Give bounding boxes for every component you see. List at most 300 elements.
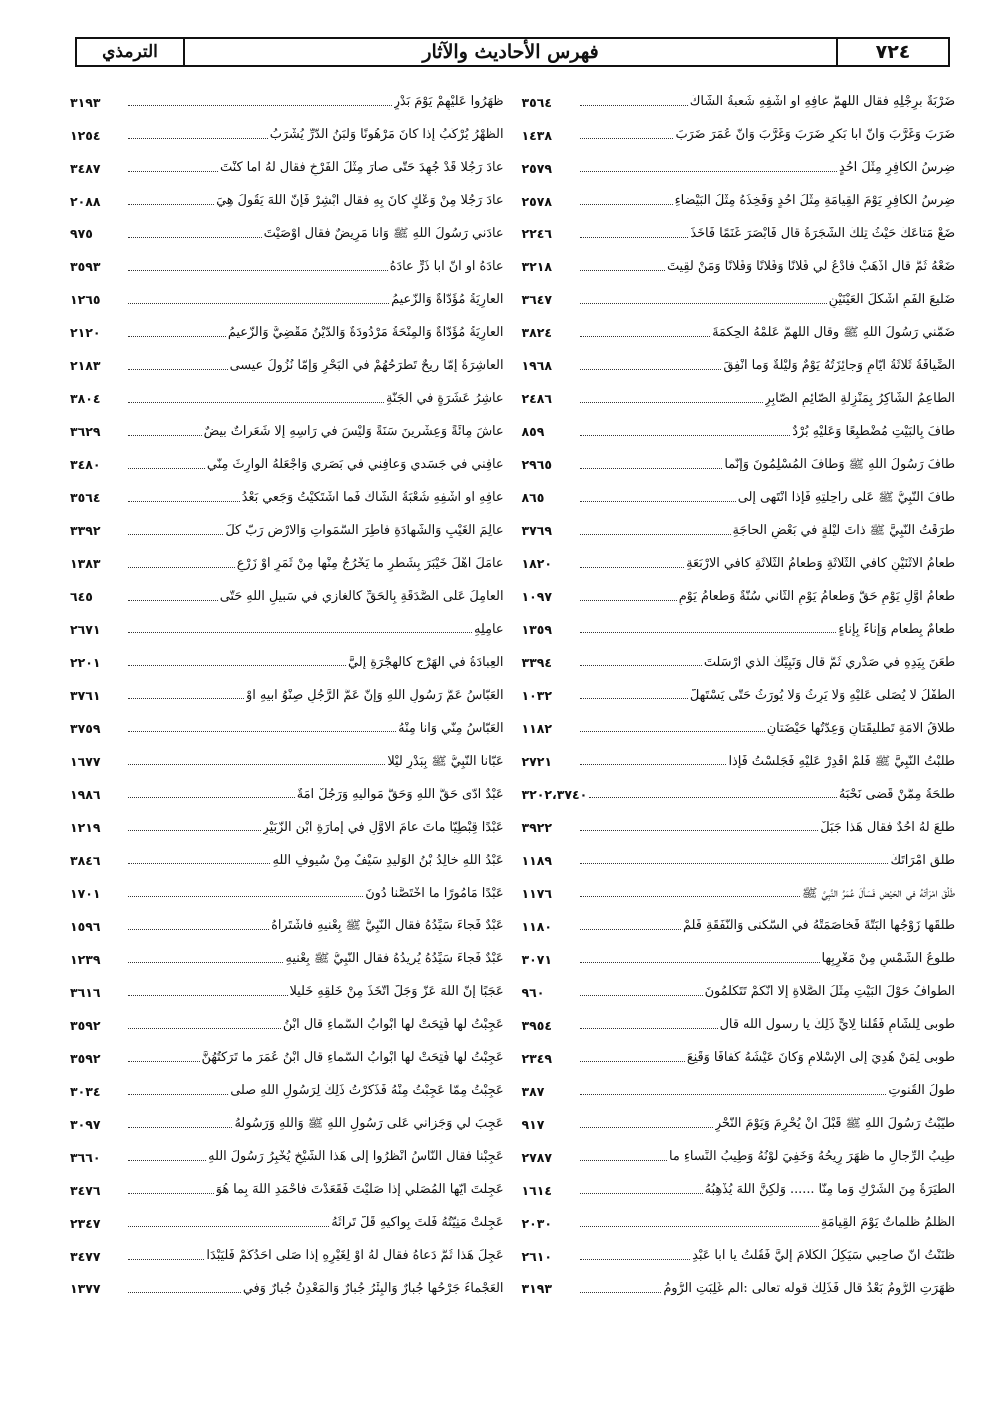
hadith-text: ظَهَرُوا عَلَيْهِمْ يَوْمَ بَدْرٍ xyxy=(393,95,504,110)
dot-leader xyxy=(580,369,722,370)
hadith-text: العامِلُ عَلى الصَّدَقَةِ بِالحَقِّ كالغازي في سَبيلِ اللهِ حَتّى xyxy=(219,589,504,604)
dot-leader xyxy=(128,896,363,897)
dot-leader xyxy=(128,1292,241,1293)
hadith-number: ٢١٢٠ xyxy=(70,325,101,341)
hadith-text: الظَّهْرُ يُرْكَبُ إذا كانَ مَرْهُونًا وَلَبَنُ الدَّرِّ يُشْرَبُ xyxy=(269,128,504,143)
hadith-text: العَبّاسُ مِنّي وَأنا مِنْهُ xyxy=(398,721,504,736)
hadith-number: ١٢٥٤ xyxy=(70,127,101,143)
hadith-text: عاشِرُ عَشَرَةٍ في الجَنَّةِ xyxy=(385,391,504,406)
hadith-index-entry xyxy=(522,510,956,543)
dot-leader xyxy=(580,1028,718,1029)
hadith-text: عَجِبْتُ مِمّا عَجِبْتُ مِنْهُ فَذَكَرْتُ ذَلِكَ لِرَسُولِ اللهِ صلى xyxy=(230,1084,504,1099)
hadith-number: ٩٦٠ xyxy=(521,984,545,1000)
hadith-number: ١٢٣٩ xyxy=(70,951,101,967)
dot-leader xyxy=(580,468,723,469)
hadith-index-entry xyxy=(522,1268,956,1301)
hadith-index-entry xyxy=(70,81,504,114)
dot-leader xyxy=(128,1127,232,1128)
hadith-index-entry xyxy=(70,971,504,1004)
hadith-text: عَبَّأنا النَّبِيُّ ﷺ بِبَدْرٍ لَيْلًا xyxy=(387,754,504,769)
hadith-index-entry xyxy=(70,180,504,213)
dot-leader xyxy=(128,665,346,666)
dot-leader xyxy=(128,995,288,996)
hadith-number: ٣٠٩٧ xyxy=(70,1116,101,1132)
hadith-number: ٢٤٨٦ xyxy=(521,391,553,407)
hadith-number: ٣١٩٣ xyxy=(70,94,101,110)
hadith-number: ٣٣٩٢ xyxy=(70,523,101,539)
hadith-number: ١٤٣٨ xyxy=(521,127,553,143)
hadith-index-entry xyxy=(70,114,504,147)
dot-leader xyxy=(128,336,226,337)
hadith-text: طَيَّبْتُ رَسُولَ اللهِ ﷺ قَبْلَ أنْ يُحْرِمَ وَيَوْمَ النَّحْرِ xyxy=(714,1117,955,1132)
dot-leader xyxy=(128,171,218,172)
hadith-number: ٣٦١٦ xyxy=(70,984,101,1000)
hadith-number: ٣٥٩٣ xyxy=(70,259,101,275)
dot-leader xyxy=(128,303,389,304)
hadith-number: ٣٦٢٩ xyxy=(70,424,101,440)
dot-leader xyxy=(580,698,688,699)
dot-leader xyxy=(580,336,711,337)
hadith-number: ٣٨٧ xyxy=(521,1083,545,1099)
dot-leader xyxy=(580,303,827,304)
index-title: فهرس الأحاديث والآثار xyxy=(422,41,599,63)
hadith-index-entry xyxy=(522,839,956,872)
hadith-text: عَبْدٌ فَجاءَ سَيِّدُهُ فقال النَّبِيُّ ﷺ بِعْنيهِ فاشْتَراهُ xyxy=(271,919,504,934)
hadith-number: ١١٨٠ xyxy=(521,918,553,934)
hadith-index-entry xyxy=(522,444,956,477)
dot-leader xyxy=(580,962,820,963)
hadith-number: ٩٧٥ xyxy=(70,226,93,242)
hadith-index-entry xyxy=(522,872,956,905)
dot-leader xyxy=(128,1259,204,1260)
dot-leader xyxy=(128,501,240,502)
hadith-number: ٣٨٤٦ xyxy=(70,852,101,868)
hadith-index-entry xyxy=(70,576,504,609)
hadith-text: طَعَنَ بِيَدِهِ في صَدْري ثُمَّ قال وَنَبِيِّكَ الذي أرْسَلْتَ xyxy=(703,655,955,670)
hadith-text: عَجِلَتْ مَنِيَّتُهُ فَلْتَ بِواكيهِ قَلَّ تَراثُهُ xyxy=(331,1216,504,1231)
hadith-text: طَلْحَةُ مِمَّنْ قَضى نَحْبَهُ xyxy=(838,787,955,802)
hadith-index-entry xyxy=(522,345,956,378)
hadith-text: طُوبى لِلشّامِ فَقُلْنا لِأيٍّ ذَلِكَ يا رسول الله قال xyxy=(719,1018,955,1033)
hadith-text: طَعامٌ بِطَعامٍ وَإناءٌ بِإناءٍ xyxy=(838,622,955,637)
dot-leader xyxy=(128,402,384,403)
dot-leader xyxy=(580,171,838,172)
dot-leader xyxy=(580,731,765,732)
dot-leader xyxy=(580,764,727,765)
hadith-index-entry xyxy=(70,543,504,576)
hadith-number: ٣٢٠٢،٣٧٤٠ xyxy=(521,786,588,802)
dot-leader xyxy=(128,1061,200,1062)
hadith-index-entry xyxy=(522,246,956,279)
hadith-text: الطِّفْلُ لا يُصَلّى عَلَيْهِ وَلا يَرِثُ وَلا يُورَثُ حَتّى يَسْتَهِلَّ xyxy=(689,688,955,703)
hadith-text: عامِلِهِ xyxy=(474,622,504,637)
dot-leader xyxy=(128,204,214,205)
hadith-index-entry xyxy=(70,378,504,411)
hadith-text: الظُّلْمُ ظُلُماتٌ يَوْمَ القِيامَةِ xyxy=(820,1216,955,1231)
hadith-index-entry xyxy=(522,806,956,839)
hadith-index-entry xyxy=(522,411,956,444)
hadith-number: ١١٧٦ xyxy=(521,885,553,901)
hadith-index-entry xyxy=(522,938,956,971)
hadith-index-entry xyxy=(70,279,504,312)
hadith-number: ١٦١٤ xyxy=(521,1182,553,1198)
hadith-text: العارِيَةُ مُؤَدّاةٌ وَالمِنْحَةُ مَرْدُودَةٌ وَالدَّيْنُ مَقْضِيٌّ وَالزَّعيمُ xyxy=(227,326,504,341)
dot-leader xyxy=(128,632,472,633)
index-columns xyxy=(70,81,955,1301)
dot-leader xyxy=(580,830,819,831)
dot-leader xyxy=(128,731,396,732)
hadith-number: ٣٤٨٧ xyxy=(70,160,101,176)
hadith-index-entry xyxy=(522,1004,956,1037)
hadith-number: ١٧٠١ xyxy=(70,885,101,901)
hadith-text: الطِّيَرَةُ مِنَ الشِّرْكِ وَما مِنّا ...... وَلَكِنَّ اللهَ يُذْهِبُهُ xyxy=(704,1183,955,1198)
dot-leader xyxy=(580,105,688,106)
dot-leader xyxy=(580,1094,887,1095)
hadith-number: ٢٢٠١ xyxy=(70,655,101,671)
hadith-number: ١٥٩٦ xyxy=(70,918,101,934)
dot-leader xyxy=(128,1028,281,1029)
hadith-index-entry xyxy=(70,312,504,345)
hadith-number: ٣٩٢٢ xyxy=(521,819,553,835)
hadith-text: عَبْدٌ فَجاءَ سَيِّدُهُ يُريدُهُ فقال النَّبِيُّ ﷺ بِعْنيهِ xyxy=(285,952,504,967)
hadith-text: عَجِبْتُ لَها فُتِحَتْ لَها أبْوابُ السَّماءِ قال ابْنُ عُمَرَ ما تَرَكْتُهُنَّ xyxy=(201,1051,504,1066)
dot-leader xyxy=(128,534,223,535)
hadith-index-entry xyxy=(70,740,504,773)
hadith-index-entry xyxy=(70,872,504,905)
hadith-number: ٣٧٦١ xyxy=(70,688,101,704)
dot-leader xyxy=(128,237,262,238)
hadith-number: ٣٠٣٤ xyxy=(70,1083,101,1099)
dot-leader xyxy=(580,632,837,633)
hadith-text: طَلِّقِ امْرَأتَكَ xyxy=(890,853,955,868)
hadith-text: عَجِبْتُ لَها فُتِحَتْ لَها أبْوابُ السَّماءِ قال ابْنُ xyxy=(282,1018,504,1033)
hadith-number: ٢٧٨٧ xyxy=(521,1149,553,1165)
dot-leader xyxy=(580,1226,819,1227)
hadith-index-entry xyxy=(70,641,504,674)
hadith-number: ١١٨٢ xyxy=(521,721,553,736)
hadith-text: العارِيَةُ مُؤَدّاةٌ وَالزَّعيمُ xyxy=(391,293,504,308)
dot-leader xyxy=(128,435,202,436)
hadith-text: طَرَقْتُ النَّبِيَّ ﷺ ذاتَ لَيْلَةٍ في بَعْضِ الحاجَةِ xyxy=(732,523,955,538)
hadith-text: طُوبى لِمَنْ هُدِيَ إلى الإسْلامِ وَكانَ عَيْشُهُ كَفافًا وَقَنِعَ xyxy=(686,1051,955,1066)
hadith-index-entry xyxy=(70,1103,504,1136)
hadith-index-entry xyxy=(70,411,504,444)
hadith-number: ١٨٢٠ xyxy=(521,556,553,572)
hadith-index-entry xyxy=(70,1169,504,1202)
dot-leader xyxy=(128,369,228,370)
dot-leader xyxy=(580,929,682,930)
hadith-number: ٨٦٥ xyxy=(521,490,545,506)
dot-leader xyxy=(128,468,205,469)
dot-leader xyxy=(580,1292,662,1293)
hadith-text: العِبادَةُ في الهَرْجِ كالهِجْرَةِ إلَيَّ xyxy=(348,655,504,670)
hadith-number: ٣٩٥٤ xyxy=(521,1017,553,1033)
hadith-index-entry xyxy=(70,905,504,938)
hadith-index-entry xyxy=(70,1235,504,1268)
left-column xyxy=(70,81,504,1301)
hadith-number: ٢٥٧٨ xyxy=(521,193,553,209)
hadith-text: ظَنَنْتُ أنَّ صاحِبي سَيَكِلُ الكَلامَ إلَيَّ فَقُلْتُ يا أبا عَبْدِ xyxy=(692,1249,955,1264)
hadith-number: ٣٦٤٧ xyxy=(521,292,553,308)
dot-leader xyxy=(580,237,689,238)
hadith-index-entry xyxy=(70,1136,504,1169)
hadith-number: ٢٣٤٩ xyxy=(521,1050,553,1066)
hadith-number: ١٠٣٢ xyxy=(521,688,553,704)
hadith-index-entry xyxy=(70,246,504,279)
dot-leader xyxy=(580,534,731,535)
hadith-text: عَبْدًا قِبْطِيًّا ماتَ عامَ الأوَّلِ في إمارَةِ ابْنِ الزُّبَيْرِ xyxy=(262,820,504,835)
hadith-text: عَجِلَ هَذا ثُمَّ دَعاهُ فقال لَهُ أوْ لِغَيْرِهِ إذا صَلّى أحَدُكُمْ فَلْيَبْدَأْ xyxy=(206,1249,504,1264)
dot-leader xyxy=(580,435,791,436)
hadith-text: عادَ رَجُلًا قَدْ جُهِدَ حَتّى صارَ مِثْلَ الفَرْخِ فقال لَهُ أما كُنْتَ xyxy=(220,161,504,176)
hadith-index-entry xyxy=(70,510,504,543)
hadith-number: ٨٥٩ xyxy=(521,424,545,440)
hadith-number: ١٦٧٧ xyxy=(70,753,101,769)
hadith-index-entry xyxy=(522,740,956,773)
hadith-index-entry xyxy=(70,213,504,246)
dot-leader xyxy=(128,863,270,864)
dot-leader xyxy=(128,929,269,930)
dot-leader xyxy=(128,1226,329,1227)
hadith-index-entry xyxy=(522,477,956,510)
hadith-number: ٦٤٥ xyxy=(70,589,93,605)
hadith-text: ضَعْهُ ثُمَّ قال اذْهَبْ فادْعُ لي فُلانًا وَفُلانًا وَفُلانًا وَمَنْ لَقِيتَ xyxy=(666,260,955,275)
dot-leader xyxy=(128,962,283,963)
hadith-text: الضِّيافَةُ ثَلاثَةُ أيّامٍ وَجائِزَتُهُ يَوْمٌ وَلَيْلَةٌ وَما أُنْفِقَ xyxy=(723,359,955,374)
dot-leader xyxy=(128,698,244,699)
hadith-text: العاشِرَةُ إمّا ريحٌ تَطْرَحُهُمْ في البَحْرِ وَإمّا نُزُولُ عيسى xyxy=(229,359,504,374)
dot-leader xyxy=(580,402,763,403)
hadith-index-entry xyxy=(70,147,504,180)
dot-leader xyxy=(128,1094,228,1095)
dot-leader xyxy=(580,1160,668,1161)
dot-leader xyxy=(128,830,261,831)
hadith-text: ضِرسُ الكافِرِ يَوْمَ القِيامَةِ مِثْلُ أُحُدٍ وَفَخِذُهُ مِثْلُ البَيْضاءِ xyxy=(674,194,955,209)
hadith-text: ضَليعَ الفَمِ أشْكَلَ العَيْنَيْنِ xyxy=(828,293,955,308)
hadith-text: ضَرَبَ وَغَرَّبَ وَأنَّ أبا بَكرٍ ضَرَبَ وَغَرَّبَ وَأنَّ عُمَرَ ضَرَبَ xyxy=(675,128,955,143)
hadith-text: عَبْدُ اللهِ خالِدُ بْنُ الوَليدِ سَيْفٌ مِنْ سُيوفِ اللهِ xyxy=(272,853,504,868)
hadith-index-entry xyxy=(522,609,956,642)
hadith-number: ٣٢١٨ xyxy=(521,259,553,275)
dot-leader xyxy=(580,270,665,271)
hadith-index-entry xyxy=(70,444,504,477)
hadith-number: ٣٨٢٤ xyxy=(521,325,553,341)
hadith-index-entry xyxy=(70,707,504,740)
hadith-number: ١٩٦٨ xyxy=(521,358,553,374)
dot-leader xyxy=(128,105,392,106)
hadith-index-entry xyxy=(70,938,504,971)
hadith-text: عالِمَ الغَيْبِ وَالشَّهادَةِ فاطِرَ السَّمَواتِ وَالأرْضِ رَبَّ كُلِّ xyxy=(225,523,504,538)
hadith-text: طَلَعَ لَهُ أُحُدٌ فقال هَذا جَبَلٌ xyxy=(820,820,955,835)
hadith-text: طَعامُ الاثْنَيْنِ كافي الثَّلاثَةِ وَطَعامُ الثَّلاثَةِ كافي الأرْبَعَةِ xyxy=(686,556,955,571)
dot-leader xyxy=(128,138,268,139)
hadith-index-entry xyxy=(522,543,956,576)
hadith-index-entry xyxy=(70,773,504,806)
hadith-index-entry xyxy=(522,1235,956,1268)
hadith-number: ٢٠٣٠ xyxy=(521,1215,553,1231)
hadith-text: ضَرْبَةٌ برِجْلِهِ فقال اللَّهمَّ عافِهِ أو اشْفِهِ شُعبةُ الشّاكُّ xyxy=(689,95,955,110)
dot-leader xyxy=(580,896,800,897)
hadith-number: ٢٣٤٧ xyxy=(70,1215,101,1231)
hadith-number: ١٠٩٧ xyxy=(521,589,553,605)
hadith-text: عامَلَ أهْلَ خَيْبَرَ بِشَطْرِ ما يَخْرُجُ مِنْها مِنْ ثَمَرٍ أوْ زَرْعٍ xyxy=(236,556,504,571)
hadith-number: ٣٥٩٢ xyxy=(70,1050,101,1066)
page-number: ٧٢٤ xyxy=(836,39,948,65)
hadith-text: طُولُ القُنوتِ xyxy=(888,1084,955,1099)
hadith-text: عافِني في جَسَدي وَعافِني في بَصَري وَاجْعَلْهُ الوارِثَ مِنّي xyxy=(206,457,504,472)
hadith-text: طِيبُ الرِّجالِ ما ظَهَرَ رِيحُهُ وَخَفِيَ لَوْنُهُ وَطِيبُ النِّساءِ ما xyxy=(669,1150,955,1165)
hadith-text: طافَ النَّبِيُّ ﷺ عَلى راحِلَتِهِ فَإذا انْتَهى إلى xyxy=(737,490,955,505)
hadith-text: ضَعْ مَتاعَكَ حَيْثُ تِلْكَ الشَّجَرَةُ قال فَأبْصَرَ غَنَمًا فَأخَذَ xyxy=(690,227,955,242)
hadith-number: ٣٤٧٧ xyxy=(70,1248,101,1264)
dot-leader xyxy=(580,863,889,864)
hadith-index-entry xyxy=(522,707,956,740)
hadith-index-entry xyxy=(70,1004,504,1037)
hadith-index-entry xyxy=(70,674,504,707)
hadith-index-entry xyxy=(522,1136,956,1169)
hadith-text: عَبْدٌ أدّى حَقَّ اللهِ وَحَقَّ مَواليهِ وَرَجُلٌ أمَةٌ xyxy=(296,787,504,802)
hadith-index-entry xyxy=(522,378,956,411)
hadith-index-entry xyxy=(522,641,956,674)
hadith-number: ٣٦٦٠ xyxy=(70,1149,101,1165)
dot-leader xyxy=(128,1193,214,1194)
hadith-text: طَلَّقَ امْرَأتَهُ في الحَيْضِ فَسَألَ عُمَرُ النَّبِيَّ ﷺ xyxy=(801,886,955,901)
hadith-text: طُلوعُ الشَّمْسِ مِنْ مَغْرِبِها xyxy=(821,952,955,967)
hadith-index-entry xyxy=(522,773,956,806)
hadith-text: الطَّوافُ حَوْلَ البَيْتِ مِثْلُ الصَّلاةِ إلّا أنَّكُمْ تَتَكَلَّمُونَ xyxy=(704,985,955,1000)
hadith-number: ٣٧٦٩ xyxy=(521,523,553,539)
hadith-index-entry xyxy=(522,674,956,707)
dot-leader xyxy=(580,1259,691,1260)
dot-leader xyxy=(128,764,385,765)
hadith-index-entry xyxy=(522,576,956,609)
hadith-text: ضَمَّني رَسُولُ اللهِ ﷺ وقال اللَّهمَّ عَلِّمْهُ الحِكْمَةَ xyxy=(712,326,955,341)
hadith-number: ٣١٩٣ xyxy=(521,1281,553,1297)
hadith-text: عاشَ مِائَةً وَعِشْرينَ سَنَةً وَلَيْسَ في رَأْسِهِ إلّا شَعَراتٌ بيضٌ xyxy=(203,424,504,439)
hadith-text: طَعامُ أوَّلِ يَوْمٍ حَقٌّ وَطَعامُ يَوْمِ الثّاني سُنَّةٌ وَطَعامُ يَوْمِ xyxy=(678,589,955,604)
hadith-text: العَجْماءُ جَرْحُها جُبارٌ وَالبِئْرُ جُبارٌ وَالمَعْدِنُ جُبارٌ وَفي xyxy=(242,1282,504,1297)
hadith-number: ١٣٧٧ xyxy=(70,1281,101,1297)
dot-leader xyxy=(580,501,736,502)
hadith-index-entry xyxy=(522,279,956,312)
hadith-number: ٢١٨٣ xyxy=(70,358,101,374)
hadith-text: عَجِلْتَ أيُّها المُصَلّي إذا صَلَّيْتَ فَقَعَدْتَ فاحْمَدِ اللهَ بِما هُوَ xyxy=(215,1183,504,1198)
hadith-index-entry xyxy=(70,609,504,642)
hadith-number: ٣٥٦٤ xyxy=(521,94,553,110)
hadith-text: الطّاعِمُ الشّاكِرُ بِمَنْزِلَةِ الصّائِمِ الصّابِرِ xyxy=(764,391,955,406)
hadith-index-entry xyxy=(522,180,956,213)
dot-leader xyxy=(128,797,295,798)
hadith-index-entry xyxy=(522,81,956,114)
hadith-number: ١٢١٩ xyxy=(70,819,101,835)
hadith-index-entry xyxy=(522,1037,956,1070)
hadith-text: ضِرسُ الكافِرِ مِثْلُ أُحُدٍ xyxy=(839,161,955,176)
dot-leader xyxy=(128,270,388,271)
hadith-number: ٣٥٩٢ xyxy=(70,1017,101,1033)
hadith-text: طَلَبْتُ النَّبِيَّ ﷺ فَلَمْ أقْدِرْ عَلَيْهِ فَجَلَسْتُ فَإذا xyxy=(728,754,955,769)
hadith-number: ٢٦٧١ xyxy=(70,622,101,638)
hadith-number: ١٢٦٥ xyxy=(70,292,101,308)
hadith-number: ١٩٨٦ xyxy=(70,786,101,802)
hadith-index-entry xyxy=(70,839,504,872)
hadith-number: ٢٢٤٦ xyxy=(521,226,553,242)
dot-leader xyxy=(128,567,235,568)
hadith-number: ٣٣٩٤ xyxy=(521,655,553,671)
hadith-index-entry xyxy=(70,1037,504,1070)
hadith-index-entry xyxy=(522,312,956,345)
hadith-number: ٣٤٧٦ xyxy=(70,1182,101,1198)
hadith-index-entry xyxy=(522,971,956,1004)
dot-leader xyxy=(128,600,218,601)
hadith-index-entry xyxy=(522,114,956,147)
dot-leader xyxy=(580,665,702,666)
hadith-number: ١١٨٩ xyxy=(521,852,553,868)
hadith-number: ٢٠٨٨ xyxy=(70,193,101,209)
hadith-index-entry xyxy=(70,1268,504,1301)
dot-leader xyxy=(580,995,703,996)
hadith-number: ٢٥٧٩ xyxy=(521,160,553,176)
hadith-text: طافَ بِالبَيْتِ مُضْطَبِعًا وَعَلَيْهِ بُرْدٌ xyxy=(792,424,955,439)
hadith-number: ٣٨٠٤ xyxy=(70,391,101,407)
dot-leader xyxy=(589,797,837,798)
hadith-text: عَجِبْنا فقال النّاسُ انْظُرُوا إلى هَذا الشَّيْخِ يُخْبِرُ رَسُولَ اللهِ xyxy=(208,1150,504,1165)
hadith-text: عادَهُ أو أنَّ أبا ذَرٍّ عادَهُ xyxy=(389,260,504,275)
hadith-number: ١٣٨٣ xyxy=(70,556,101,572)
hadith-number: ٣٠٧١ xyxy=(521,951,553,967)
dot-leader xyxy=(580,138,674,139)
hadith-number: ٩١٧ xyxy=(521,1116,545,1132)
hadith-index-entry xyxy=(70,477,504,510)
hadith-index-entry xyxy=(522,1202,956,1235)
hadith-text: طَلاقُ الأمَةِ تَطْليقَتانِ وَعِدَّتُها حَيْضَتانِ xyxy=(766,721,955,736)
hadith-index-entry xyxy=(70,345,504,378)
hadith-number: ٢٦١٠ xyxy=(521,1248,553,1264)
hadith-text: عافِهِ أو اشْفِهِ شُعْبَةُ الشّاكُّ فَما اشْتَكَيْتُ وَجَعي بَعْدُ xyxy=(241,490,504,505)
hadith-index-entry xyxy=(70,1202,504,1235)
hadith-index-entry xyxy=(522,1103,956,1136)
hadith-text: طَلَّقَها زَوْجُها البَتَّةَ فَخاصَمَتْهُ في السُّكْنى وَالنَّفَقَةِ فَلَمْ xyxy=(683,919,955,934)
dot-leader xyxy=(580,1193,703,1194)
hadith-number: ٢٩٦٥ xyxy=(521,457,553,473)
hadith-number: ٣٤٨٠ xyxy=(70,457,101,473)
hadith-index-entry xyxy=(522,1169,956,1202)
hadith-text: العَبّاسُ عَمُّ رَسُولِ اللهِ وَإنَّ عَمَّ الرَّجُلِ صِنْوُ أبيهِ أوْ xyxy=(246,688,504,703)
hadith-index-entry xyxy=(70,806,504,839)
hadith-index-entry xyxy=(522,213,956,246)
hadith-text: عَجَبًا إنَّ اللهَ عَزَّ وَجَلَّ اتَّخَذَ مِنْ خَلْقِهِ خَليلًا xyxy=(289,985,504,1000)
dot-leader xyxy=(580,567,685,568)
hadith-number: ٢٧٢١ xyxy=(521,753,553,769)
dot-leader xyxy=(128,1160,206,1161)
dot-leader xyxy=(580,1127,713,1128)
dot-leader xyxy=(580,600,677,601)
hadith-index-entry xyxy=(522,905,956,938)
hadith-text: عَجِبَ لي وَجَزاني عَلى رَسُولِ اللهِ ﷺ وَاللهِ وَرَسُولُهُ xyxy=(234,1117,504,1132)
hadith-number: ٣٥٦٤ xyxy=(70,490,101,506)
hadith-text: طافَ رَسُولُ اللهِ ﷺ وَطافَ المُسْلِمُونَ وَإنَّما xyxy=(724,457,955,472)
right-column xyxy=(522,81,956,1301)
hadith-text: عادَني رَسُولُ اللهِ ﷺ وَأنا مَرِيضٌ فقال أوْصَيْتَ xyxy=(263,227,504,242)
hadith-text: عادَ رَجُلًا مِنْ وَعْكٍ كانَ بِهِ فقال أبْشِرْ فَإنَّ اللهَ يَقُولُ هِيَ xyxy=(216,194,504,209)
page-header xyxy=(75,37,950,67)
hadith-number: ١٣٥٩ xyxy=(521,622,553,638)
hadith-index-entry xyxy=(522,147,956,180)
book-name: الترمذي xyxy=(77,39,185,65)
hadith-number: ٣٧٥٩ xyxy=(70,721,101,736)
dot-leader xyxy=(580,1061,685,1062)
hadith-index-entry xyxy=(70,1070,504,1103)
hadith-index-entry xyxy=(522,1070,956,1103)
